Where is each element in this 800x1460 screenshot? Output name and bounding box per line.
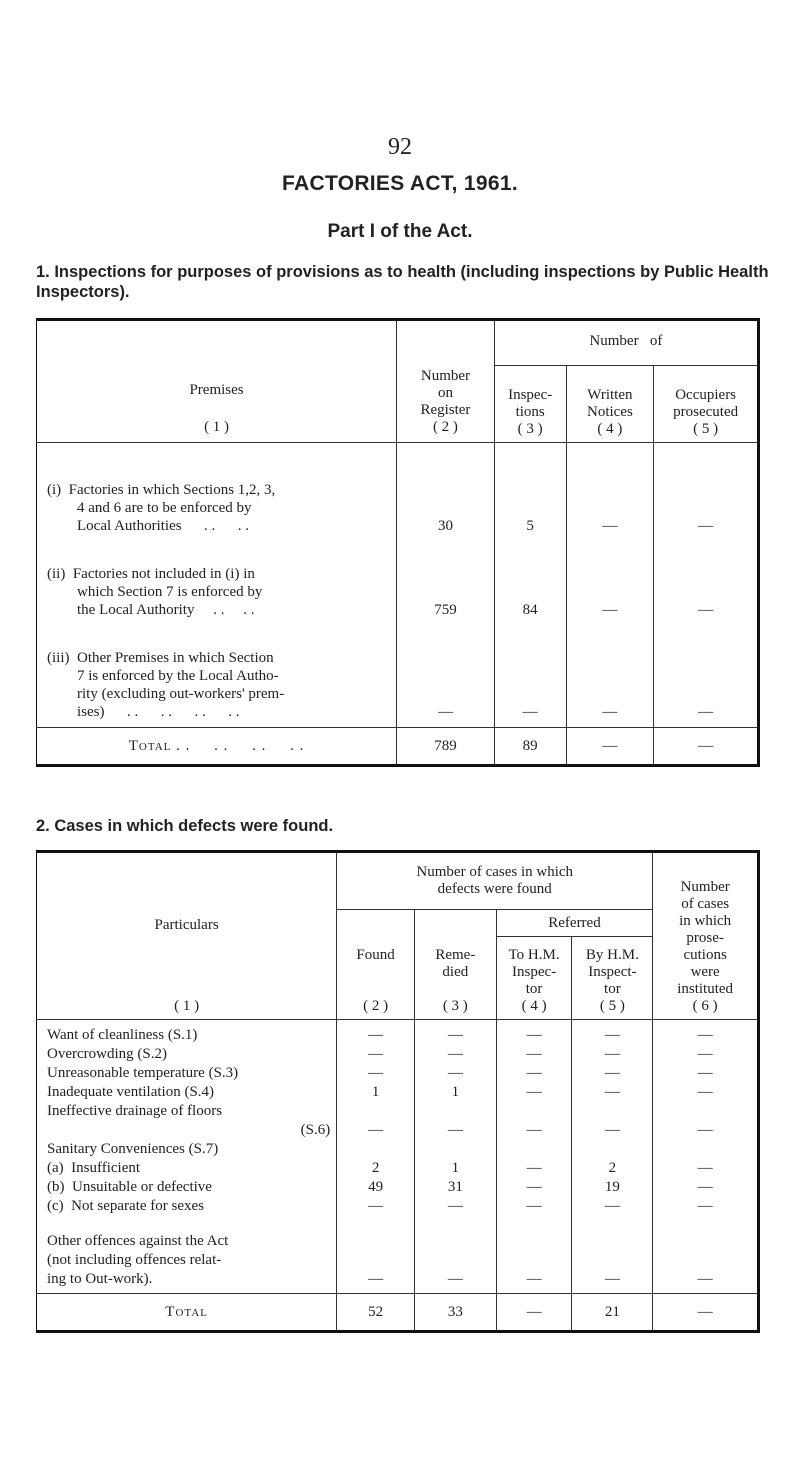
- section1-heading: 1. Inspections for purposes of provisions as to health (including inspections by Public Health Inspectors).: [36, 263, 769, 301]
- row-to-hm: —: [496, 1083, 572, 1102]
- row-pros: —: [697, 1084, 713, 1100]
- found-label: Found: [356, 947, 395, 963]
- row-pros: —: [697, 1046, 713, 1062]
- row2-inspections: 84: [494, 539, 566, 623]
- prosecuted-label-2: prosecuted: [673, 404, 739, 420]
- pros-label-5: cutions: [683, 947, 727, 963]
- prosecuted-header: [654, 366, 759, 443]
- by-hm-header: [572, 937, 653, 1020]
- table-row: [37, 1178, 759, 1197]
- row2-label-1: (ii) Factories not included in (i) in: [47, 566, 255, 582]
- prosecuted-col-num: ( 5 ): [693, 421, 719, 437]
- by-hm-label-1: By H.M.: [585, 947, 639, 963]
- particulars-col-num: ( 1 ): [174, 998, 200, 1014]
- to-hm-label-1: To H.M.: [508, 947, 560, 963]
- table-row: [37, 1083, 759, 1102]
- row-label-cont: ing to Out-work).: [47, 1271, 153, 1287]
- row-remedied: 31: [414, 1178, 496, 1197]
- referred-header: Referred: [496, 910, 653, 937]
- row-remedied: —: [414, 1064, 496, 1083]
- row-label: Sanitary Conveniences (S.7): [37, 1140, 337, 1159]
- total-prosecuted: —: [654, 728, 759, 766]
- row-pros: —: [697, 1160, 713, 1176]
- row-found: —: [337, 1045, 415, 1064]
- remedied-header: [414, 910, 496, 1020]
- pros-col-num: ( 6 ): [692, 998, 718, 1014]
- row-found: —: [337, 1197, 415, 1216]
- pros-label-4: prose-: [686, 930, 724, 946]
- pros-label-3: in which: [679, 913, 732, 929]
- row-found: 1: [337, 1083, 415, 1102]
- table-row: [37, 623, 759, 728]
- row-remedied: —: [414, 1045, 496, 1064]
- row-label: Inadequate ventilation (S.4): [37, 1083, 337, 1102]
- row-by-hm: —: [572, 1045, 653, 1064]
- row-found: 49: [337, 1178, 415, 1197]
- row-label: Other offences against the Act: [47, 1233, 229, 1249]
- total-inspections: 89: [494, 728, 566, 766]
- register-label-3: Register: [420, 402, 471, 418]
- register-header: [397, 320, 495, 443]
- row3-label-1: (iii) Other Premises in which Section: [47, 650, 274, 666]
- row-remedied: 1: [414, 1159, 496, 1178]
- pros-label-7: instituted: [677, 981, 734, 997]
- row-label-cont: (S.6): [300, 1122, 331, 1138]
- inspections-label-2: tions: [515, 404, 545, 420]
- row-to-hm: —: [496, 1020, 572, 1046]
- total-notices: —: [566, 728, 654, 766]
- row2-notices: —: [566, 539, 654, 623]
- row-label: (a) Insufficient: [37, 1159, 337, 1178]
- table-row: [37, 1020, 759, 1046]
- row1-label-2: 4 and 6 are to be enforced by: [77, 500, 252, 516]
- remedied-col-num: ( 3 ): [442, 998, 468, 1014]
- to-hm-header: [496, 937, 572, 1020]
- row-found: —: [337, 1102, 415, 1140]
- row-label-cont: (not including offences relat-: [47, 1252, 222, 1268]
- pros-label-6: were: [690, 964, 720, 980]
- row-remedied: 1: [414, 1083, 496, 1102]
- remedied-label-2: died: [442, 964, 469, 980]
- particulars-label: Particulars: [154, 917, 219, 933]
- to-hm-col-num: ( 4 ): [521, 998, 547, 1014]
- table-row: [37, 1140, 759, 1159]
- row-to-hm: —: [496, 1064, 572, 1083]
- notices-label-2: Notices: [586, 404, 633, 420]
- table-row: [37, 1064, 759, 1083]
- section2-heading: 2. Cases in which defects were found.: [36, 817, 334, 835]
- row-remedied: —: [414, 1102, 496, 1140]
- row-pros: —: [697, 1179, 713, 1195]
- row2-label-2: which Section 7 is enforced by: [77, 584, 263, 600]
- row-pros: —: [697, 1065, 713, 1081]
- row-found: —: [337, 1020, 415, 1046]
- to-hm-label-3: tor: [525, 981, 543, 997]
- notices-header: [566, 366, 654, 443]
- prosecutions-header: [653, 852, 759, 1020]
- total-found: 52: [337, 1294, 415, 1332]
- to-hm-label-2: Inspec-: [512, 964, 557, 980]
- inspections-label-1: Inspec-: [508, 387, 553, 403]
- row-by-hm: 2: [572, 1159, 653, 1178]
- row1-inspections: 5: [494, 461, 566, 539]
- total-register: 789: [397, 728, 495, 766]
- part-title: Part I of the Act.: [327, 221, 473, 242]
- table-row: [37, 461, 759, 539]
- table-row: [37, 539, 759, 623]
- pros-label-1: Number: [680, 879, 730, 895]
- by-hm-col-num: ( 5 ): [599, 998, 625, 1014]
- row-pros: —: [697, 1122, 713, 1138]
- row1-label-3: Local Authorities . . . .: [77, 518, 250, 534]
- row-to-hm: —: [496, 1197, 572, 1216]
- row-by-hm: 19: [572, 1178, 653, 1197]
- row3-inspections: —: [494, 623, 566, 728]
- register-label-1: Number: [420, 368, 471, 384]
- total-remedied: 33: [414, 1294, 496, 1332]
- prosecuted-label-1: Occupiers: [675, 387, 737, 403]
- register-label-2: on: [437, 385, 453, 401]
- total-label: Total: [37, 1294, 337, 1332]
- row-found: 2: [337, 1159, 415, 1178]
- row-by-hm: —: [572, 1083, 653, 1102]
- table-row: [37, 1216, 759, 1294]
- table-row: [37, 1102, 759, 1140]
- row-label: Want of cleanliness (S.1): [37, 1020, 337, 1046]
- by-hm-label-2: Inspect-: [588, 964, 637, 980]
- page-number: 92: [388, 134, 412, 160]
- row-found: —: [337, 1064, 415, 1083]
- row-label: (b) Unsuitable or defective: [37, 1178, 337, 1197]
- row-by-hm: —: [572, 1020, 653, 1046]
- row-to-hm: —: [496, 1178, 572, 1197]
- row-by-hm: —: [572, 1064, 653, 1083]
- notices-label-1: Written: [587, 387, 633, 403]
- row2-label-3: the Local Authority . . . .: [77, 602, 255, 618]
- row3-prosecuted: —: [698, 704, 714, 720]
- found-header: [337, 910, 415, 1020]
- row-label: Ineffective drainage of floors: [47, 1103, 223, 1119]
- table-row: [37, 1197, 759, 1216]
- row1-prosecuted: —: [698, 518, 714, 534]
- act-title: FACTORIES ACT, 1961.: [282, 172, 518, 195]
- defects-table: [36, 850, 760, 1333]
- row1-register: 30: [397, 461, 495, 539]
- total-row: [37, 1294, 759, 1332]
- row2-prosecuted: —: [698, 602, 714, 618]
- row2-register: 759: [397, 539, 495, 623]
- by-hm-label-3: tor: [604, 981, 621, 997]
- row-to-hm: —: [496, 1045, 572, 1064]
- row-to-hm: —: [496, 1159, 572, 1178]
- total-label: Total . . . . . . . .: [37, 728, 397, 766]
- row1-label-1: (i) Factories in which Sections 1,2, 3,: [47, 482, 276, 498]
- row-found: —: [337, 1216, 415, 1294]
- row-by-hm: —: [572, 1197, 653, 1216]
- notices-col-num: ( 4 ): [597, 421, 623, 437]
- table-row: [37, 1045, 759, 1064]
- row-pros: —: [697, 1271, 713, 1287]
- row-by-hm: —: [572, 1216, 653, 1294]
- row1-notices: —: [566, 461, 654, 539]
- number-of-header: Number of: [494, 320, 758, 366]
- row3-register: —: [397, 623, 495, 728]
- inspections-col-num: ( 3 ): [517, 421, 543, 437]
- row-to-hm: —: [496, 1102, 572, 1140]
- total-pros: —: [653, 1294, 759, 1332]
- table-row: [37, 1159, 759, 1178]
- total-to-hm: —: [496, 1294, 572, 1332]
- row3-notices: —: [566, 623, 654, 728]
- total-row: [37, 728, 759, 766]
- remedied-label-1: Reme-: [435, 947, 476, 963]
- pros-label-2: of cases: [681, 896, 730, 912]
- row3-label-2: 7 is enforced by the Local Autho-: [77, 668, 279, 684]
- row-pros: —: [697, 1198, 713, 1214]
- premises-label: Premises: [189, 382, 244, 398]
- cases-label-1: Number of cases in which: [416, 864, 574, 880]
- row-label: (c) Not separate for sexes: [37, 1197, 337, 1216]
- particulars-header: [37, 852, 337, 1020]
- cases-label-2: defects were found: [437, 881, 552, 897]
- row-pros: —: [697, 1027, 713, 1043]
- total-by-hm: 21: [572, 1294, 653, 1332]
- row-to-hm: —: [496, 1216, 572, 1294]
- cases-header: [337, 852, 653, 910]
- row-remedied: —: [414, 1216, 496, 1294]
- row-remedied: —: [414, 1197, 496, 1216]
- row-label: Unreasonable temperature (S.3): [37, 1064, 337, 1083]
- premises-header: [37, 320, 397, 443]
- row-label: Overcrowding (S.2): [37, 1045, 337, 1064]
- row3-label-4: ises) . . . . . . . .: [77, 704, 240, 720]
- inspections-table: [36, 318, 760, 767]
- found-col-num: ( 2 ): [363, 998, 389, 1014]
- row-by-hm: —: [572, 1102, 653, 1140]
- row3-label-3: rity (excluding out-workers' prem-: [77, 686, 285, 702]
- premises-col-num: ( 1 ): [204, 419, 230, 435]
- register-col-num: ( 2 ): [432, 419, 458, 435]
- inspections-header: [494, 366, 566, 443]
- row-remedied: —: [414, 1020, 496, 1046]
